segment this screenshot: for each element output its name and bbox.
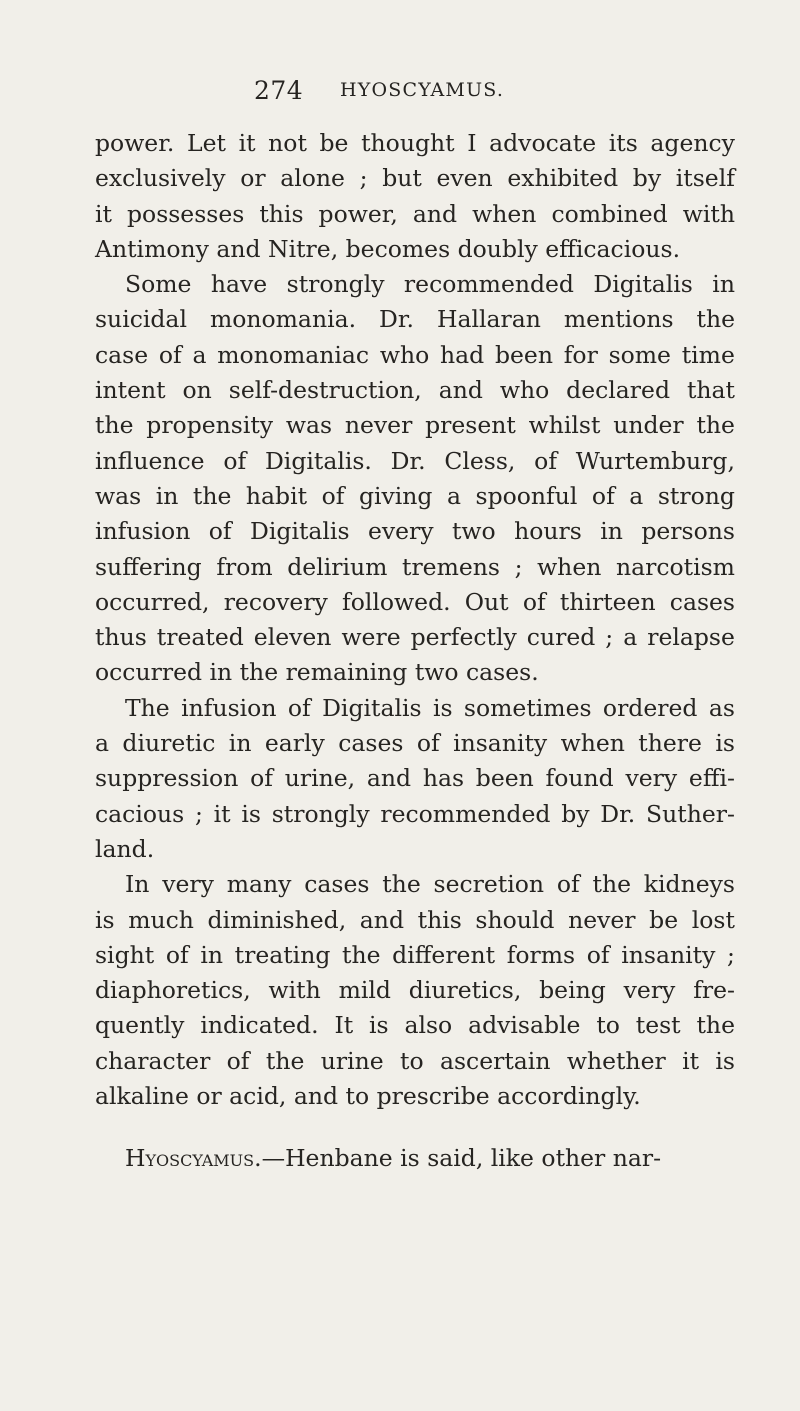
word: suppression	[95, 764, 239, 793]
body-text	[95, 126, 735, 1177]
text-line	[95, 550, 735, 585]
word: a	[629, 481, 644, 510]
word: this	[259, 199, 304, 228]
text-line: land.	[95, 834, 155, 863]
text-line	[95, 797, 735, 832]
word: forms	[506, 940, 576, 969]
word: the	[192, 481, 232, 510]
word: a	[623, 623, 638, 652]
word: Cless,	[444, 446, 516, 475]
word: ;	[727, 940, 735, 969]
word: that	[686, 376, 735, 405]
word: diuretic	[122, 729, 216, 758]
word: suicidal	[95, 305, 187, 334]
text-line	[95, 267, 735, 302]
word: In	[125, 870, 150, 899]
word: whilst	[528, 411, 601, 440]
word: agency	[650, 129, 735, 157]
word: of	[522, 587, 546, 616]
word: strongly	[271, 799, 370, 828]
word: have	[210, 270, 268, 299]
text-line	[95, 691, 735, 726]
word: monomaniac	[217, 340, 370, 369]
word: but	[382, 164, 422, 193]
word: recovery	[223, 587, 328, 616]
word: cured	[526, 623, 596, 652]
word: advisable	[468, 1011, 581, 1040]
word: by	[632, 164, 662, 193]
word: thirteen	[559, 587, 656, 616]
word: time	[681, 340, 735, 369]
word: cacious	[95, 799, 185, 828]
word: of	[208, 517, 232, 546]
word: urine	[320, 1046, 384, 1075]
word: narcotism	[615, 552, 735, 581]
word: ;	[359, 164, 368, 193]
word: is	[95, 905, 115, 934]
word: as	[708, 693, 735, 722]
word: was	[285, 411, 333, 440]
word: diuretics,	[408, 976, 522, 1005]
word: this	[417, 905, 462, 934]
word: declared	[566, 376, 670, 405]
word: Dr.	[390, 446, 426, 475]
word: who	[379, 340, 430, 369]
word: of	[250, 764, 273, 793]
word: self-destruction,	[228, 376, 422, 405]
word: been	[475, 764, 534, 793]
word: in	[228, 729, 252, 758]
word: Digitalis	[250, 517, 350, 546]
word: be	[649, 905, 679, 934]
word: case	[95, 340, 149, 369]
word: from	[216, 552, 273, 581]
word: exhibited	[507, 164, 619, 193]
word: for	[563, 340, 598, 369]
word: or	[240, 164, 266, 193]
word: ;	[605, 623, 614, 652]
word: strongly	[286, 270, 385, 299]
word: is	[369, 1011, 389, 1040]
word: monomania.	[209, 305, 357, 334]
word: sight	[95, 940, 155, 969]
word: effi-	[688, 764, 735, 793]
running-title: HYOSCYAMUS.	[340, 79, 505, 101]
word: two	[451, 517, 496, 546]
text-line	[95, 514, 735, 549]
word: Digitalis	[593, 270, 693, 299]
word: under	[613, 411, 684, 440]
word: tremens	[402, 552, 500, 581]
word: of	[223, 446, 247, 475]
word: relapse	[647, 623, 735, 652]
word: cases	[338, 729, 404, 758]
text-line: occurred in the remaining two cases.	[95, 658, 539, 687]
word: possesses	[127, 199, 245, 228]
word: be	[319, 129, 349, 157]
word: kidneys	[643, 870, 735, 899]
word: Digitalis	[322, 693, 422, 722]
word: lost	[691, 905, 735, 934]
word: present	[425, 411, 516, 440]
paragraph	[95, 126, 735, 267]
word: the	[342, 940, 381, 969]
word: itself	[675, 164, 735, 193]
word: alone	[280, 164, 345, 193]
word: is	[241, 799, 261, 828]
text-line	[95, 444, 735, 479]
word: its	[608, 129, 638, 157]
word: who	[499, 376, 550, 405]
text-line	[95, 585, 735, 620]
section-heading: Hyoscyamus.	[125, 1144, 262, 1173]
word: Let	[186, 129, 226, 157]
word: and	[366, 764, 412, 793]
word: never	[568, 905, 636, 934]
word: of	[226, 1046, 250, 1075]
word: mentions	[563, 305, 674, 334]
word: Suther-	[646, 799, 735, 828]
word: and	[438, 376, 483, 405]
word: not	[268, 129, 307, 157]
word: Digitalis.	[264, 446, 372, 475]
word: different	[392, 940, 496, 969]
word: quently	[95, 1011, 185, 1040]
word: some	[608, 340, 671, 369]
word: on	[182, 376, 212, 405]
word: indicated.	[200, 1011, 319, 1040]
word: in	[155, 481, 179, 510]
word: The	[125, 693, 170, 722]
word: exclusively	[95, 164, 226, 193]
section-opening-line	[95, 1141, 735, 1176]
word: cases	[669, 587, 735, 616]
word: very	[623, 976, 676, 1005]
word: of	[416, 729, 440, 758]
word: hours	[514, 517, 582, 546]
word: persons	[641, 517, 735, 546]
word: insanity	[453, 729, 548, 758]
word: it	[95, 199, 112, 228]
text-line	[95, 761, 735, 796]
word: It	[334, 1011, 354, 1040]
word: very	[625, 764, 678, 793]
word: strong	[657, 481, 735, 510]
section-text: —Henbane is said, like other nar-	[261, 1144, 662, 1173]
word: and	[412, 199, 458, 228]
word: Wurtemburg,	[575, 446, 735, 475]
text-line	[95, 1044, 735, 1079]
word: the	[95, 411, 134, 440]
word: Dr.	[600, 799, 636, 828]
word: advocate	[489, 129, 597, 157]
word: thus	[95, 623, 147, 652]
word: whether	[566, 1046, 666, 1075]
word: mild	[338, 976, 391, 1005]
text-line	[95, 373, 735, 408]
text-line	[95, 1008, 735, 1043]
word: the	[696, 1011, 735, 1040]
word: is	[715, 729, 735, 758]
word: Dr.	[379, 305, 415, 334]
word: Out	[464, 587, 509, 616]
word: of	[534, 446, 558, 475]
word: ;	[514, 552, 523, 581]
word: cases	[304, 870, 370, 899]
text-line: alkaline or acid, and to prescribe accordingly.	[95, 1082, 641, 1111]
word: diminished,	[207, 905, 347, 934]
word: it	[238, 129, 256, 157]
word: ordered	[602, 693, 698, 722]
word: of	[586, 940, 610, 969]
word: of	[158, 340, 182, 369]
word: many	[226, 870, 292, 899]
word: the	[696, 411, 735, 440]
word: the	[382, 870, 421, 899]
word: also	[404, 1011, 453, 1040]
word: was	[95, 481, 142, 510]
word: thought	[361, 129, 455, 157]
word: suffering	[95, 552, 202, 581]
word: of	[165, 940, 189, 969]
word: recommended	[380, 799, 551, 828]
page-number: 274	[254, 76, 304, 105]
word: diaphoretics,	[95, 976, 251, 1005]
word: been	[494, 340, 553, 369]
word: being	[539, 976, 606, 1005]
word: it	[682, 1046, 700, 1075]
word: in	[200, 940, 223, 969]
word: eleven	[253, 623, 332, 652]
word: secretion	[433, 870, 545, 899]
word: recommended	[403, 270, 574, 299]
word: every	[367, 517, 434, 546]
word: much	[128, 905, 194, 934]
paragraph	[95, 691, 735, 867]
word: character	[95, 1046, 211, 1075]
word: propensity	[146, 411, 274, 440]
word: giving	[358, 481, 433, 510]
word: is	[715, 1046, 735, 1075]
text-line	[95, 479, 735, 514]
word: habit	[245, 481, 308, 510]
word: of	[287, 693, 311, 722]
text-line: Antimony and Nitre, becomes doubly efficacious.	[95, 234, 681, 263]
word: with	[268, 976, 321, 1005]
text-line	[95, 408, 735, 443]
word: a	[446, 481, 461, 510]
word: Some	[125, 270, 192, 299]
word: intent	[95, 376, 166, 405]
text-line	[95, 161, 735, 196]
word: in	[712, 270, 735, 299]
word: it	[213, 799, 231, 828]
running-head	[0, 76, 800, 116]
word: spoonful	[475, 481, 578, 510]
word: of	[556, 870, 580, 899]
text-line	[95, 726, 735, 761]
word: perfectly	[410, 623, 517, 652]
word: found	[545, 764, 614, 793]
word: in	[600, 517, 623, 546]
word: has	[422, 764, 465, 793]
word: even	[436, 164, 493, 193]
word: a	[192, 340, 207, 369]
word: never	[344, 411, 413, 440]
word: the	[265, 1046, 305, 1075]
word: I	[467, 129, 477, 157]
word: treating	[234, 940, 331, 969]
word: is	[432, 693, 453, 722]
word: test	[635, 1011, 681, 1040]
text-line	[95, 620, 735, 655]
paragraph	[95, 267, 735, 691]
word: very	[162, 870, 214, 899]
word: infusion	[95, 517, 191, 546]
paragraph	[95, 867, 735, 1114]
word: insanity	[621, 940, 716, 969]
word: power,	[318, 199, 398, 228]
word: and	[359, 905, 404, 934]
word: delirium	[287, 552, 388, 581]
word: infusion	[181, 693, 277, 722]
word: Hallaran	[436, 305, 541, 334]
word: followed.	[342, 587, 451, 616]
word: of	[321, 481, 345, 510]
text-line	[95, 197, 735, 232]
word: when	[560, 729, 625, 758]
word: power.	[95, 129, 175, 157]
word: occurred,	[95, 587, 210, 616]
text-line	[95, 126, 735, 161]
word: to	[400, 1046, 424, 1075]
word: when	[537, 552, 602, 581]
word: the	[592, 870, 631, 899]
text-line	[95, 338, 735, 373]
word: sometimes	[463, 693, 592, 722]
word: urine,	[284, 764, 356, 793]
word: there	[638, 729, 702, 758]
word: ;	[194, 799, 203, 828]
word: a	[95, 729, 110, 758]
word: combined	[551, 199, 668, 228]
text-line	[95, 867, 735, 902]
text-line	[95, 938, 735, 973]
word: had	[440, 340, 485, 369]
word: early	[264, 729, 325, 758]
word: the	[696, 305, 735, 334]
word: of	[591, 481, 615, 510]
word: ascertain	[439, 1046, 551, 1075]
section-gap	[95, 1114, 735, 1141]
word: with	[682, 199, 735, 228]
text-line	[95, 973, 735, 1008]
word: to	[596, 1011, 620, 1040]
text-line	[95, 903, 735, 938]
text-line	[95, 302, 735, 337]
word: when	[472, 199, 537, 228]
word: should	[475, 905, 555, 934]
word: influence	[95, 446, 205, 475]
word: by	[561, 799, 590, 828]
word: treated	[156, 623, 244, 652]
word: fre-	[693, 976, 735, 1005]
word: were	[341, 623, 401, 652]
